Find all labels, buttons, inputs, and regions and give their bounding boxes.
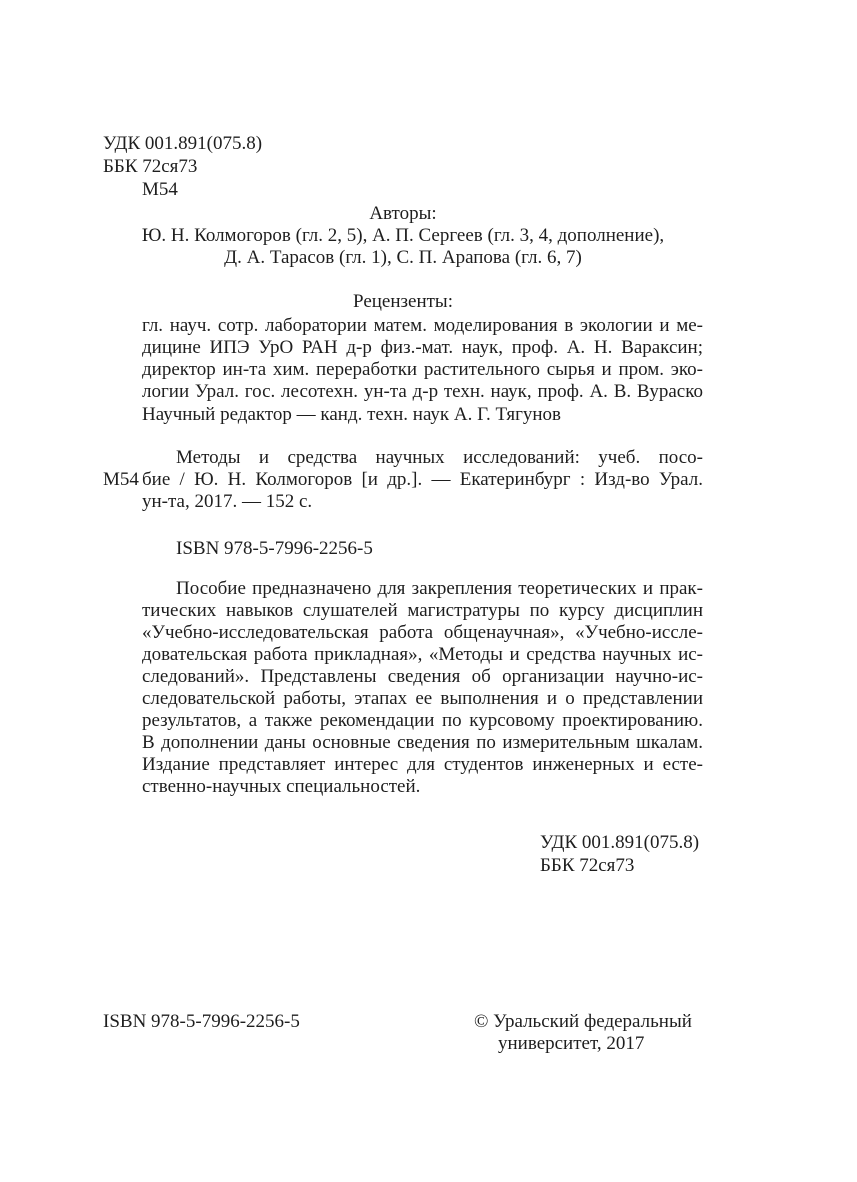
abstract-line: ственно-научных специальностей. bbox=[142, 776, 421, 797]
abstract bbox=[142, 578, 703, 798]
reviewers-title: Рецензенты: bbox=[353, 291, 453, 312]
abstract-line: Издание представляет интерес для студентов инженерных и есте- bbox=[142, 754, 703, 775]
description-line: Методы и средства научных исследований: учеб. посо- bbox=[176, 447, 703, 468]
abstract-line: «Учебно-исследовательская работа общенаучная», «Учебно-иссле- bbox=[142, 622, 703, 643]
reviewers-line: директор ин-та хим. переработки растительного сырья и пром. эко- bbox=[142, 359, 703, 380]
copyright-line: © Уральский федеральный bbox=[474, 1011, 692, 1032]
authors-block bbox=[103, 203, 703, 269]
reviewers-line: логии Урал. гос. лесотехн. ун-та д-р техн. наук, проф. А. В. Вураско bbox=[142, 381, 703, 402]
bbk-code-bottom: ББК 72ся73 bbox=[540, 855, 635, 876]
description-line: бие / Ю. Н. Колмогоров [и др.]. — Екатеринбург : Изд-во Урал. bbox=[142, 469, 703, 490]
copyright bbox=[474, 1011, 692, 1055]
isbn: ISBN 978-5-7996-2256-5 bbox=[103, 1011, 300, 1032]
abstract-line: следований». Представлены сведения об организации научно-ис- bbox=[142, 666, 703, 687]
abstract-line: В дополнении даны основные сведения по измерительным шкалам. bbox=[142, 732, 703, 753]
bbk-code: ББК 72ся73 bbox=[103, 156, 198, 177]
authors-line: Ю. Н. Колмогоров (гл. 2, 5), А. П. Сергеев (гл. 3, 4, дополнение), bbox=[141, 225, 665, 246]
authors-line: Д. А. Тарасов (гл. 1), С. П. Арапова (гл. 6, 7) bbox=[224, 247, 582, 268]
reviewers-line: дицине ИПЭ УрО РАН д-р физ.-мат. наук, проф. А. Н. Вараксин; bbox=[142, 337, 703, 358]
reviewers-block bbox=[142, 315, 703, 403]
isbn-description: ISBN 978-5-7996-2256-5 bbox=[176, 538, 373, 559]
bibliographic-description bbox=[142, 447, 703, 513]
udk-code: УДК 001.891(075.8) bbox=[103, 133, 263, 154]
abstract-line: результатов, а также рекомендации по курсовому проектированию. bbox=[142, 710, 703, 731]
author-mark: М54 bbox=[142, 179, 178, 200]
udk-code-bottom: УДК 001.891(075.8) bbox=[540, 832, 700, 853]
reviewers-line: гл. науч. сотр. лаборатории матем. моделирования в экологии и ме- bbox=[142, 315, 703, 336]
abstract-line: следовательской работы, этапах ее выполнения и о представлении bbox=[142, 688, 703, 709]
abstract-line: довательская работа прикладная», «Методы и средства научных ис- bbox=[142, 644, 703, 665]
description-line: ун-та, 2017. — 152 с. bbox=[142, 491, 313, 512]
abstract-line: тических навыков слушателей магистратуры по курсу дисциплин bbox=[142, 600, 703, 621]
copyright-line: университет, 2017 bbox=[498, 1033, 645, 1054]
description-author-mark: М54 bbox=[103, 469, 139, 490]
authors-title: Авторы: bbox=[369, 203, 437, 224]
scientific-editor: Научный редактор — канд. техн. наук А. Г. Тягунов bbox=[142, 404, 562, 425]
abstract-line: Пособие предназначено для закрепления теоретических и прак- bbox=[176, 578, 703, 599]
